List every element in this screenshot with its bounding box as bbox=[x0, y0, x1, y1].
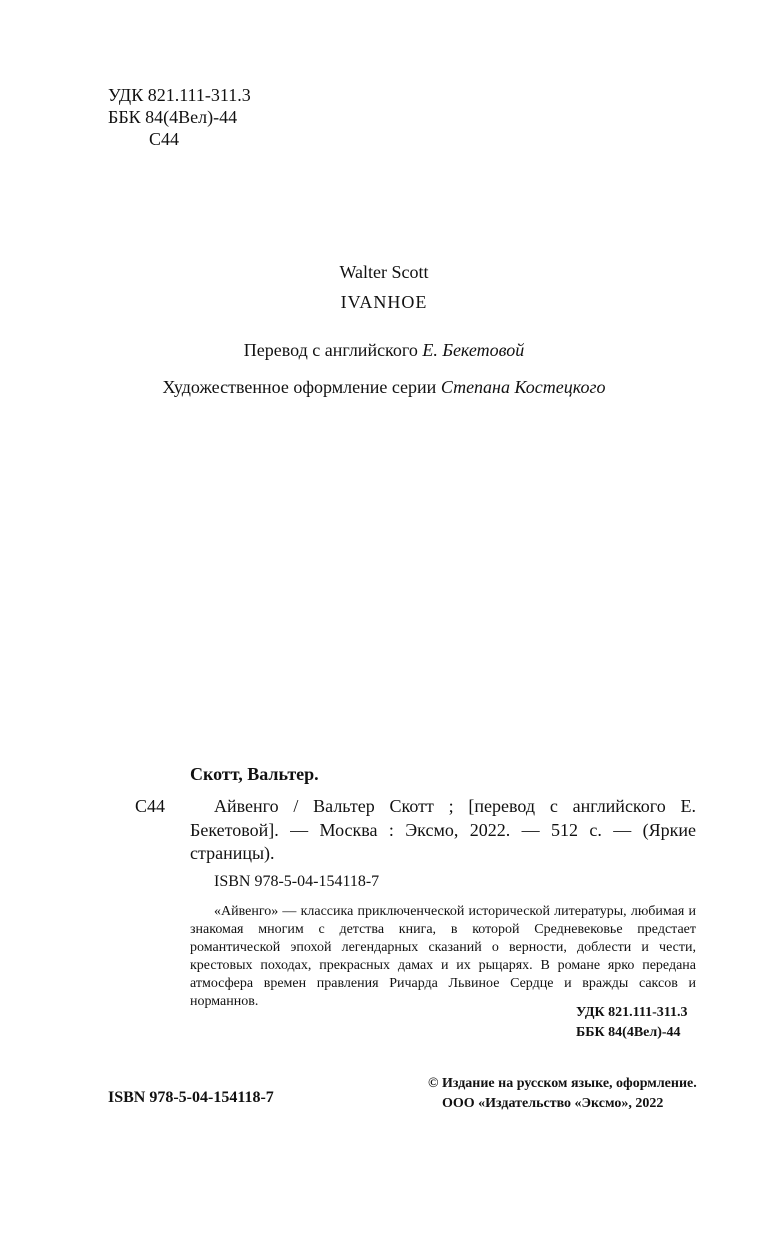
designer-name: Степана Костецкого bbox=[440, 377, 606, 397]
copyright-notice bbox=[428, 1074, 697, 1114]
book-abstract: «Айвенго» — классика приключенческой исторической литературы, любимая и знакомая многим с детства книга, в которой Средневековье предстает романтической эпохой легендарных сказаний о верности, доблести и чести, крестовых походах, прекрасных дамах и их рыцарях. В романе ярко передана атмосфера времен правления Ричарда Львиное Сердце и вражды саксов и норманнов. bbox=[190, 904, 696, 1009]
author-name-english: Walter Scott bbox=[339, 262, 429, 282]
udk-code-bottom: УДК 821.111-311.3 bbox=[576, 1005, 688, 1020]
catalog-isbn: ISBN 978-5-04-154118-7 bbox=[214, 873, 380, 890]
classification-block-top bbox=[108, 84, 251, 150]
bbk-code-bottom: ББК 84(4Вел)-44 bbox=[576, 1025, 681, 1040]
bbk-code: ББК 84(4Вел)-44 bbox=[108, 107, 238, 127]
copyright-line-1: © Издание на русском языке, оформление. bbox=[428, 1076, 697, 1091]
translator-name: Е. Бекетовой bbox=[422, 340, 525, 360]
designer-prefix: Художественное оформление серии bbox=[162, 377, 437, 397]
bibliographic-description: Айвенго / Вальтер Скотт ; [перевод с английского Е. Бекетовой]. — Москва : Эксмо, 2022. — 512 с. — (Яркие страницы). bbox=[190, 796, 696, 863]
catalog-heading: Скотт, Вальтер. bbox=[190, 764, 319, 784]
book-title-english: IVANHOE bbox=[340, 292, 428, 312]
translator-credit bbox=[0, 340, 768, 361]
designer-credit bbox=[0, 377, 768, 398]
copyright-line-2: ООО «Издательство «Эксмо», 2022 bbox=[442, 1096, 664, 1111]
classification-block-bottom bbox=[576, 1003, 688, 1043]
footer-isbn: ISBN 978-5-04-154118-7 bbox=[108, 1089, 274, 1106]
udk-code: УДК 821.111-311.3 bbox=[108, 85, 251, 105]
catalog-author-sign: С44 bbox=[135, 796, 166, 816]
translator-prefix: Перевод с английского bbox=[243, 340, 418, 360]
author-sign: С44 bbox=[149, 129, 180, 149]
